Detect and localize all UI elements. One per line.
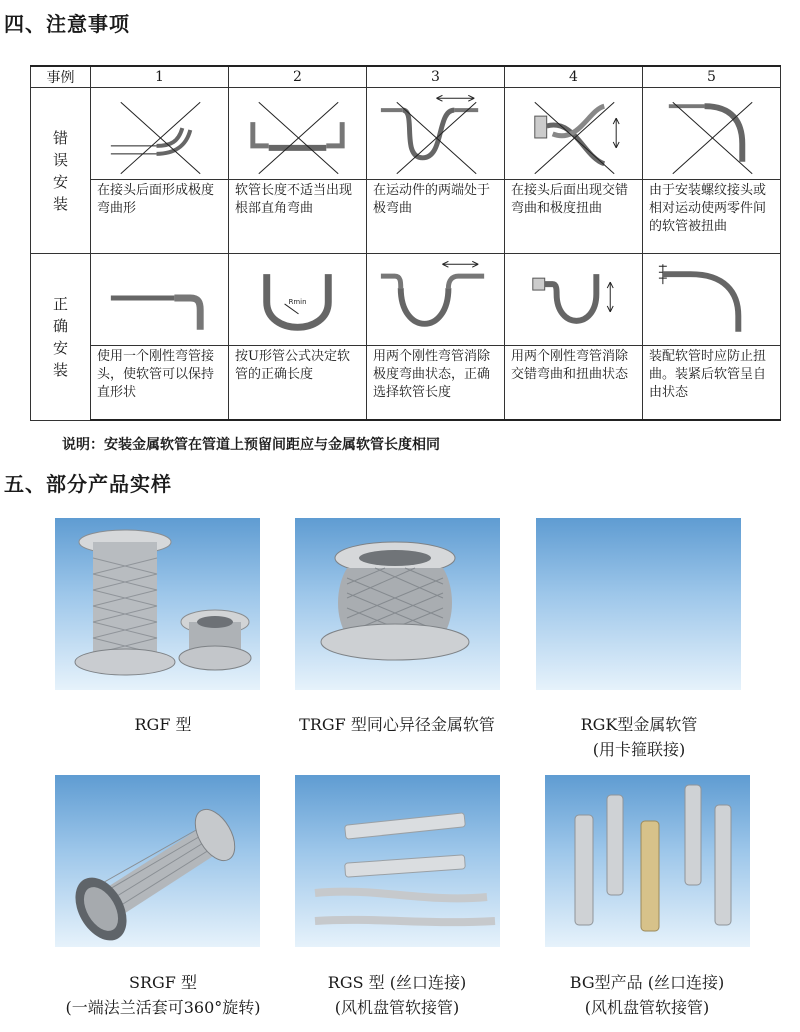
header-cell: 事例 <box>31 66 91 88</box>
wrong-diagram-5 <box>643 88 781 180</box>
row-label-right: 正确安装 <box>31 254 91 420</box>
wrong-diagram-3 <box>367 88 505 180</box>
section-title-notes: 四、注意事项 <box>4 12 130 36</box>
product-photo-srgf <box>55 775 260 947</box>
product-photo-rgs <box>295 775 500 947</box>
product-photo-trgf <box>295 518 500 690</box>
wrong-text-5: 由于安装螺纹接头或相对运动使两零件间的软管被扭曲 <box>643 180 781 254</box>
column-number: 5 <box>643 66 781 88</box>
right-diagram-1 <box>91 254 229 346</box>
row-label-wrong: 错误安装 <box>31 88 91 254</box>
column-number: 3 <box>367 66 505 88</box>
right-diagram-5 <box>643 254 781 346</box>
column-number: 1 <box>91 66 229 88</box>
section-title-products: 五、部分产品实样 <box>4 472 172 496</box>
wrong-diagram-2 <box>229 88 367 180</box>
product-caption: SRGF 型 (一端法兰活套可360°旋转) <box>65 973 261 1017</box>
product-caption: TRGF 型同心异径金属软管 <box>299 715 495 734</box>
right-text-5: 装配软管时应防止扭曲。装紧后软管呈自由状态 <box>643 346 781 420</box>
wrong-diagram-1 <box>91 88 229 180</box>
product-caption: RGF 型 <box>134 715 192 734</box>
wrong-diagram-4 <box>505 88 643 180</box>
right-diagram-3 <box>367 254 505 346</box>
wrong-text-4: 在接头后面出现交错弯曲和极度扭曲 <box>505 180 643 254</box>
product-caption: RGK型金属软管 (用卡箍联接) <box>580 715 698 759</box>
product-photo-bg <box>545 775 750 947</box>
right-text-1: 使用一个刚性弯管接头，使软管可以保持直形状 <box>91 346 229 420</box>
column-number: 4 <box>505 66 643 88</box>
right-diagram-2 <box>229 254 367 346</box>
rmin-label: Rmin <box>288 298 307 307</box>
right-text-2: 按U形管公式决定软管的正确长度 <box>229 346 367 420</box>
right-diagram-4 <box>505 254 643 346</box>
right-text-3: 用两个刚性弯管消除极度弯曲状态，正确选择软管长度 <box>367 346 505 420</box>
column-number: 2 <box>229 66 367 88</box>
installation-table <box>30 65 781 421</box>
cross-mark-icon <box>259 102 338 173</box>
wrong-text-1: 在接头后面形成极度弯曲形 <box>91 180 229 254</box>
installation-note: 说明：安装金属软管在管道上预留间距应与金属软管长度相同 <box>62 437 440 453</box>
product-photo-rgf <box>55 518 260 690</box>
product-caption: BG型产品 (丝口连接) (风机盘管软接管) <box>569 973 725 1017</box>
wrong-text-2: 软管长度不适当出现根部直角弯曲 <box>229 180 367 254</box>
right-text-4: 用两个刚性弯管消除交错弯曲和扭曲状态 <box>505 346 643 420</box>
product-photo-rgk <box>536 518 741 690</box>
wrong-text-3: 在运动件的两端处于极弯曲 <box>367 180 505 254</box>
product-caption: RGS 型 (丝口连接) (风机盘管软接管) <box>327 973 467 1017</box>
